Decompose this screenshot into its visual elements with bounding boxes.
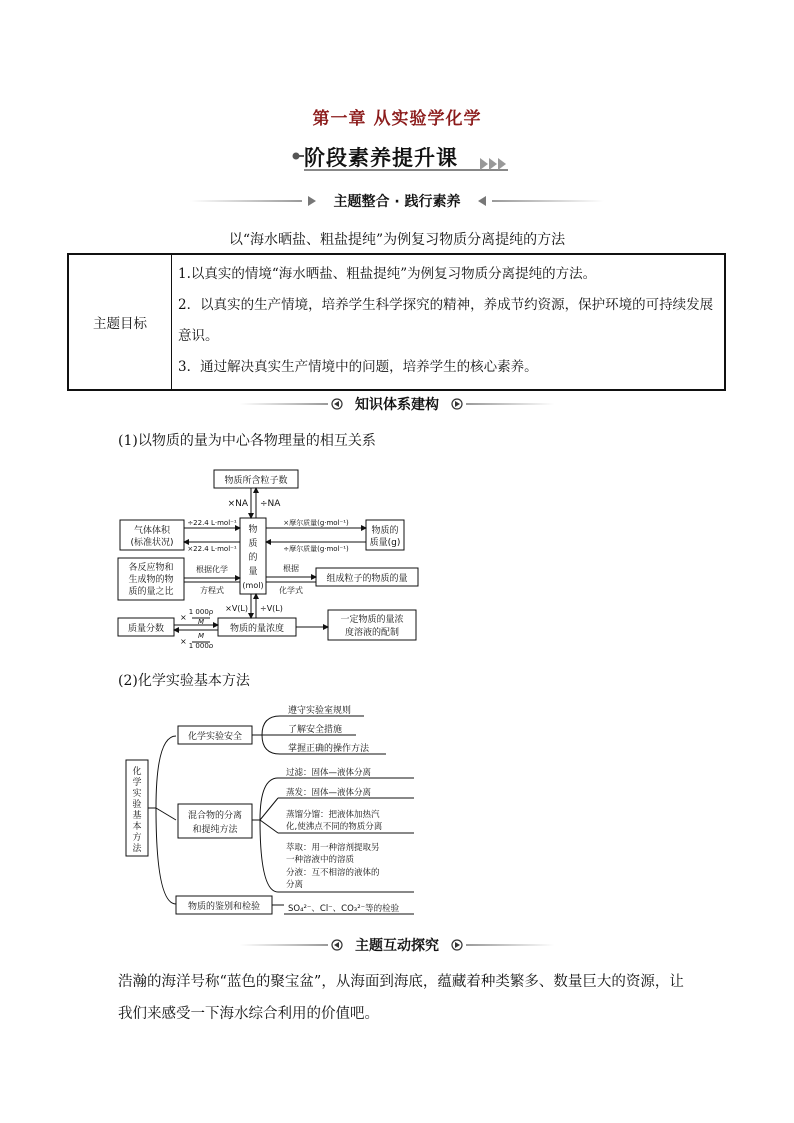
particles-text: 物质所含粒子数 xyxy=(224,476,288,486)
extraction-text: 萃取：用一种溶剂提取另 xyxy=(286,843,380,853)
constituent-text: 组成粒子的物质的量 xyxy=(326,574,408,584)
identify-branch-text: 物质的鉴别和检验 xyxy=(187,902,261,912)
quantity-relation-diagram xyxy=(100,462,430,648)
section3-title: 主题互动探究 xyxy=(355,938,439,954)
safety-item: 掌握正确的操作方法 xyxy=(288,744,370,754)
factor2-denominator: 1 000ρ xyxy=(188,642,214,648)
chapter-title: 第一章 从实验学化学 xyxy=(312,109,482,129)
root-char: 化 xyxy=(132,767,142,777)
by-formula-label: 化学式 xyxy=(279,586,303,595)
factor1-numerator: 1 000ρ xyxy=(188,608,214,616)
root-char: 验 xyxy=(132,800,142,810)
times-v-label: ×V(L) xyxy=(225,604,248,613)
mole-char: 量 xyxy=(248,567,258,577)
factor2-sign: × xyxy=(180,637,187,646)
by-formula-label: 根据 xyxy=(283,564,299,573)
reactants-text: 质的量之比 xyxy=(128,587,174,597)
root-char: 法 xyxy=(132,844,142,854)
diagram1-caption: (1)以物质的量为中心各物理量的相互关系 xyxy=(118,433,376,449)
mole-char: 物 xyxy=(248,525,258,535)
safety-item: 了解安全措施 xyxy=(288,725,343,735)
factor2-numerator: M xyxy=(197,632,205,640)
distillation-text: 化,使沸点不同的物质分离 xyxy=(286,822,383,832)
times-na-label: ×NA xyxy=(227,499,248,509)
root-char: 实 xyxy=(132,789,142,799)
goal-item: 1.以真实的情境“海水晒盐、粗盐提纯”为例复习物质分离提纯的方法。 xyxy=(178,266,597,282)
section2-title: 知识体系建构 xyxy=(355,397,439,413)
goal-table xyxy=(67,253,726,391)
separation-liquid-text: 分离 xyxy=(286,880,304,890)
solution-prep-text: 一定物质的量浓 xyxy=(340,615,404,625)
div-m-label: ÷摩尔质量(g·mol⁻¹) xyxy=(283,545,349,553)
div-na-label: ÷NA xyxy=(260,499,281,509)
goal-content xyxy=(172,254,726,390)
mole-char: 的 xyxy=(248,553,258,563)
root-char: 本 xyxy=(132,822,142,832)
separation-liquid-text: 分液：互不相溶的液体的 xyxy=(286,868,380,878)
separation-branch-text: 和提纯方法 xyxy=(192,825,238,835)
root-char: 方 xyxy=(132,833,142,843)
factor1-denominator: M xyxy=(197,618,205,626)
times-m-label: ×摩尔质量(g·mol⁻¹) xyxy=(283,519,349,527)
evaporation-text: 蒸发：固体—液体分离 xyxy=(286,788,372,798)
solution-prep-text: 度溶液的配制 xyxy=(344,628,400,638)
distillation-text: 蒸馏分馏：把液体加热汽 xyxy=(286,810,380,820)
goal-item: 2．以真实的生产情境，培养学生科学探究的精神，养成节约资源，保护环境的可持续发展意识。 xyxy=(178,297,714,344)
by-equation-label: 方程式 xyxy=(200,586,224,595)
ion-test-text: SO₄²⁻、Cl⁻、CO₃²⁻等的检验 xyxy=(288,904,400,914)
filtration-text: 过滤：固体—液体分离 xyxy=(286,768,372,778)
mole-unit: (mol) xyxy=(242,581,264,590)
concentration-text: 物质的量浓度 xyxy=(229,624,285,634)
topic-subtitle: 以“海水晒盐、粗盐提纯”为例复习物质分离提纯的方法 xyxy=(228,232,566,248)
gas-volume-text: (标准状况) xyxy=(130,538,174,548)
div-vm-label: ÷22.4 L·mol⁻¹ xyxy=(187,519,237,527)
mole-char: 质 xyxy=(248,539,258,549)
mass-fraction-text: 质量分数 xyxy=(127,624,165,634)
goal-label: 主题目标 xyxy=(68,254,172,390)
mass-text: 物质的 xyxy=(371,526,399,536)
root-char: 基 xyxy=(132,811,142,821)
goal-item: 3．通过解决真实生产情境中的问题，培养学生的核心素养。 xyxy=(178,359,538,375)
banner-title: 阶段素养提升课 xyxy=(304,146,458,170)
root-char: 学 xyxy=(132,778,142,788)
reactants-text: 各反应物和 xyxy=(128,563,174,573)
extraction-text: 一种溶液中的溶质 xyxy=(286,855,355,865)
factor1-sign: × xyxy=(180,613,187,622)
reactants-text: 生成物的物 xyxy=(128,575,174,585)
safety-branch-text: 化学实验安全 xyxy=(187,732,243,742)
diagram2-caption: (2)化学实验基本方法 xyxy=(118,673,250,689)
mass-text: 质量(g) xyxy=(369,538,401,548)
times-vm-label: ×22.4 L·mol⁻¹ xyxy=(187,545,237,553)
div-v-label: ÷V(L) xyxy=(260,604,283,613)
lesson-banner xyxy=(290,140,520,174)
by-equation-label: 根据化学 xyxy=(196,565,228,574)
gas-volume-text: 气体体积 xyxy=(133,526,171,536)
experiment-methods-diagram xyxy=(120,698,430,920)
separation-branch-text: 混合物的分离 xyxy=(187,811,243,821)
intro-paragraph: 浩瀚的海洋号称“蓝色的聚宝盆”，从海面到海底，蕴藏着种类繁多、数量巨大的资源，让我们来感受一下海水综合利用的价值吧。 xyxy=(118,974,684,1022)
section1-title: 主题整合 · 践行素养 xyxy=(333,194,461,210)
safety-item: 遵守实验室规则 xyxy=(288,706,352,716)
